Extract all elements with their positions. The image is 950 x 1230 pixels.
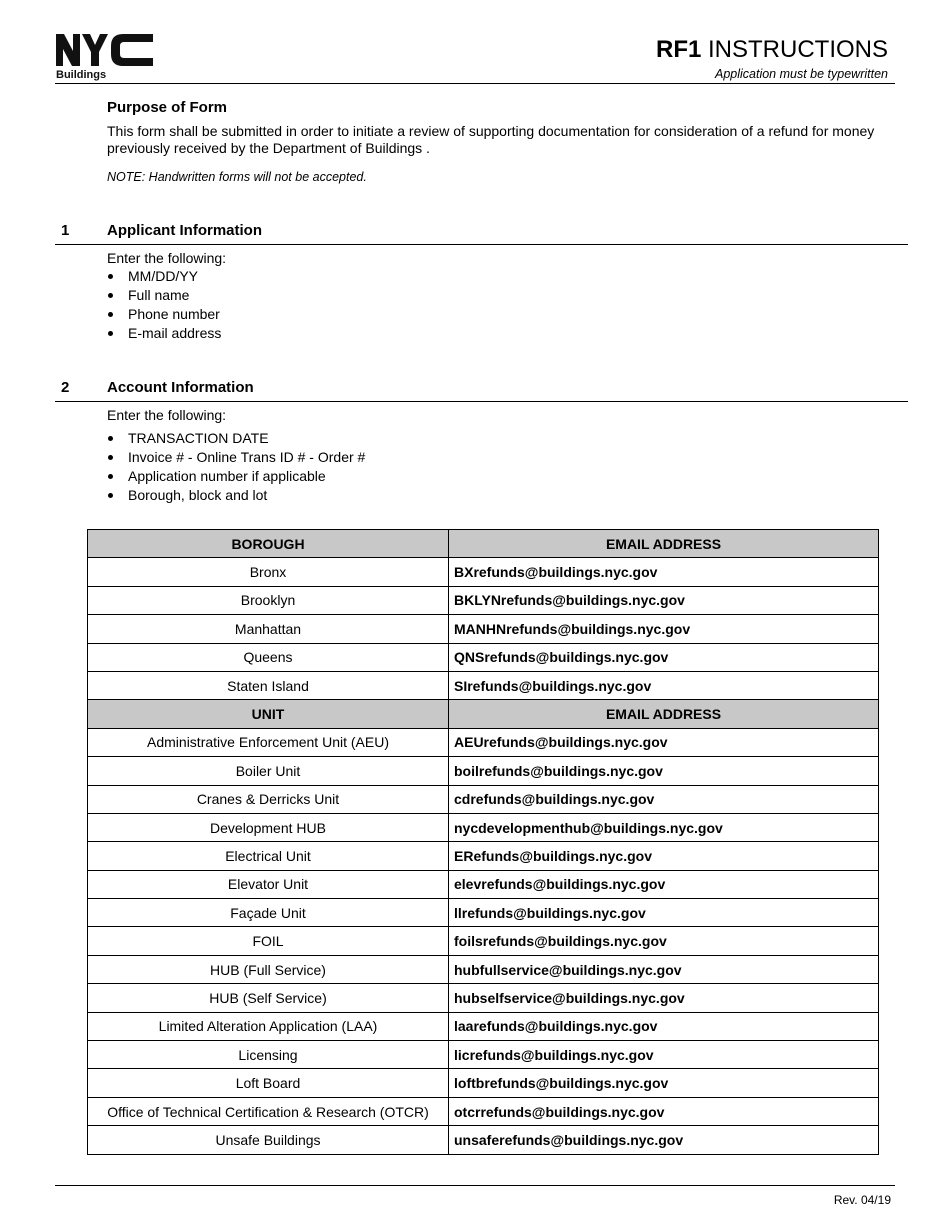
column-header-email: EMAIL ADDRESS [449, 530, 879, 558]
row-email-cell: laarefunds@buildings.nyc.gov [449, 1012, 879, 1040]
list-item: Borough, block and lot [107, 486, 365, 505]
table-row [88, 785, 879, 813]
table-row [88, 870, 879, 898]
table-row [88, 899, 879, 927]
form-title [656, 36, 888, 64]
list-item: MM/DD/YY [107, 267, 221, 286]
list-item: E-mail address [107, 324, 221, 343]
row-email-cell: MANHNrefunds@buildings.nyc.gov [449, 615, 879, 643]
row-email-cell: QNSrefunds@buildings.nyc.gov [449, 643, 879, 671]
row-email-cell: SIrefunds@buildings.nyc.gov [449, 671, 879, 699]
list-item: Phone number [107, 305, 221, 324]
list-item: Application number if applicable [107, 467, 365, 486]
row-email-cell: AEUrefunds@buildings.nyc.gov [449, 728, 879, 756]
section-1-number: 1 [61, 222, 70, 239]
list-item: Invoice # - Online Trans ID # - Order # [107, 448, 365, 467]
row-name-cell: Queens [88, 643, 449, 671]
section-2-title: Account Information [107, 379, 254, 396]
table-row [88, 842, 879, 870]
row-email-cell: nycdevelopmenthub@buildings.nyc.gov [449, 813, 879, 841]
row-email-cell: foilsrefunds@buildings.nyc.gov [449, 927, 879, 955]
row-name-cell: Development HUB [88, 813, 449, 841]
row-name-cell: Electrical Unit [88, 842, 449, 870]
row-name-cell: Office of Technical Certification & Research (OTCR) [88, 1097, 449, 1125]
row-name-cell: Brooklyn [88, 586, 449, 614]
section-1-title: Applicant Information [107, 222, 262, 239]
section-2-intro: Enter the following: [107, 407, 227, 423]
table-row [88, 757, 879, 785]
row-name-cell: Bronx [88, 558, 449, 586]
section-2-divider [55, 401, 908, 402]
row-name-cell: Unsafe Buildings [88, 1126, 449, 1154]
row-name-cell: Cranes & Derricks Unit [88, 785, 449, 813]
row-email-cell: otcrrefunds@buildings.nyc.gov [449, 1097, 879, 1125]
table-row [88, 558, 879, 586]
table-row [88, 927, 879, 955]
table-row [88, 671, 879, 699]
column-header-name: BOROUGH [88, 530, 449, 558]
row-name-cell: HUB (Full Service) [88, 955, 449, 983]
row-email-cell: BKLYNrefunds@buildings.nyc.gov [449, 586, 879, 614]
section-1-intro: Enter the following: [107, 250, 227, 266]
table-row [88, 1126, 879, 1154]
table-row [88, 643, 879, 671]
row-email-cell: licrefunds@buildings.nyc.gov [449, 1041, 879, 1069]
row-email-cell: cdrefunds@buildings.nyc.gov [449, 785, 879, 813]
row-email-cell: hubfullservice@buildings.nyc.gov [449, 955, 879, 983]
row-name-cell: Manhattan [88, 615, 449, 643]
row-name-cell: HUB (Self Service) [88, 984, 449, 1012]
table-header-row [88, 530, 879, 558]
row-email-cell: boilrefunds@buildings.nyc.gov [449, 757, 879, 785]
form-code: RF1 [655, 36, 702, 63]
table-row [88, 1012, 879, 1040]
list-item: TRANSACTION DATE [107, 429, 365, 448]
row-name-cell: Licensing [88, 1041, 449, 1069]
nyc-buildings-logo [55, 31, 159, 81]
row-name-cell: Staten Island [88, 671, 449, 699]
revision-label: Rev. 04/19 [833, 1193, 891, 1207]
logo-text: Buildings [56, 69, 107, 81]
section-2-list [107, 429, 365, 505]
table-row [88, 955, 879, 983]
row-name-cell: Loft Board [88, 1069, 449, 1097]
row-email-cell: BXrefunds@buildings.nyc.gov [449, 558, 879, 586]
table-row [88, 1097, 879, 1125]
table-row [88, 813, 879, 841]
footer-divider [55, 1185, 895, 1186]
form-subtitle: Application must be typewritten [714, 67, 888, 81]
row-email-cell: unsaferefunds@buildings.nyc.gov [449, 1126, 879, 1154]
row-email-cell: elevrefunds@buildings.nyc.gov [449, 870, 879, 898]
table-header-row [88, 700, 879, 728]
table-row [88, 586, 879, 614]
table-row [88, 984, 879, 1012]
section-1-list [107, 267, 221, 343]
row-name-cell: Administrative Enforcement Unit (AEU) [88, 728, 449, 756]
column-header-email: EMAIL ADDRESS [449, 700, 879, 728]
purpose-heading: Purpose of Form [107, 99, 228, 116]
purpose-body: This form shall be submitted in order to initiate a review of supporting documentation for consideration of a refund for money previously received by the Department of Buildings . [107, 123, 875, 156]
refund-email-table [87, 529, 879, 1155]
row-email-cell: llrefunds@buildings.nyc.gov [449, 899, 879, 927]
row-email-cell: loftbrefunds@buildings.nyc.gov [449, 1069, 879, 1097]
table-row [88, 728, 879, 756]
form-title-text: INSTRUCTIONS [708, 36, 888, 63]
column-header-name: UNIT [88, 700, 449, 728]
section-1-divider [55, 244, 908, 245]
list-item: Full name [107, 286, 221, 305]
handwritten-note: NOTE: Handwritten forms will not be accepted. [107, 170, 367, 184]
section-2-number: 2 [61, 379, 70, 396]
row-name-cell: FOIL [88, 927, 449, 955]
header-divider [55, 83, 895, 84]
table-row [88, 615, 879, 643]
row-name-cell: Limited Alteration Application (LAA) [88, 1012, 449, 1040]
row-name-cell: Boiler Unit [88, 757, 449, 785]
table-row [88, 1041, 879, 1069]
row-name-cell: Elevator Unit [88, 870, 449, 898]
table-row [88, 1069, 879, 1097]
row-email-cell: ERefunds@buildings.nyc.gov [449, 842, 879, 870]
row-email-cell: hubselfservice@buildings.nyc.gov [449, 984, 879, 1012]
row-name-cell: Façade Unit [88, 899, 449, 927]
